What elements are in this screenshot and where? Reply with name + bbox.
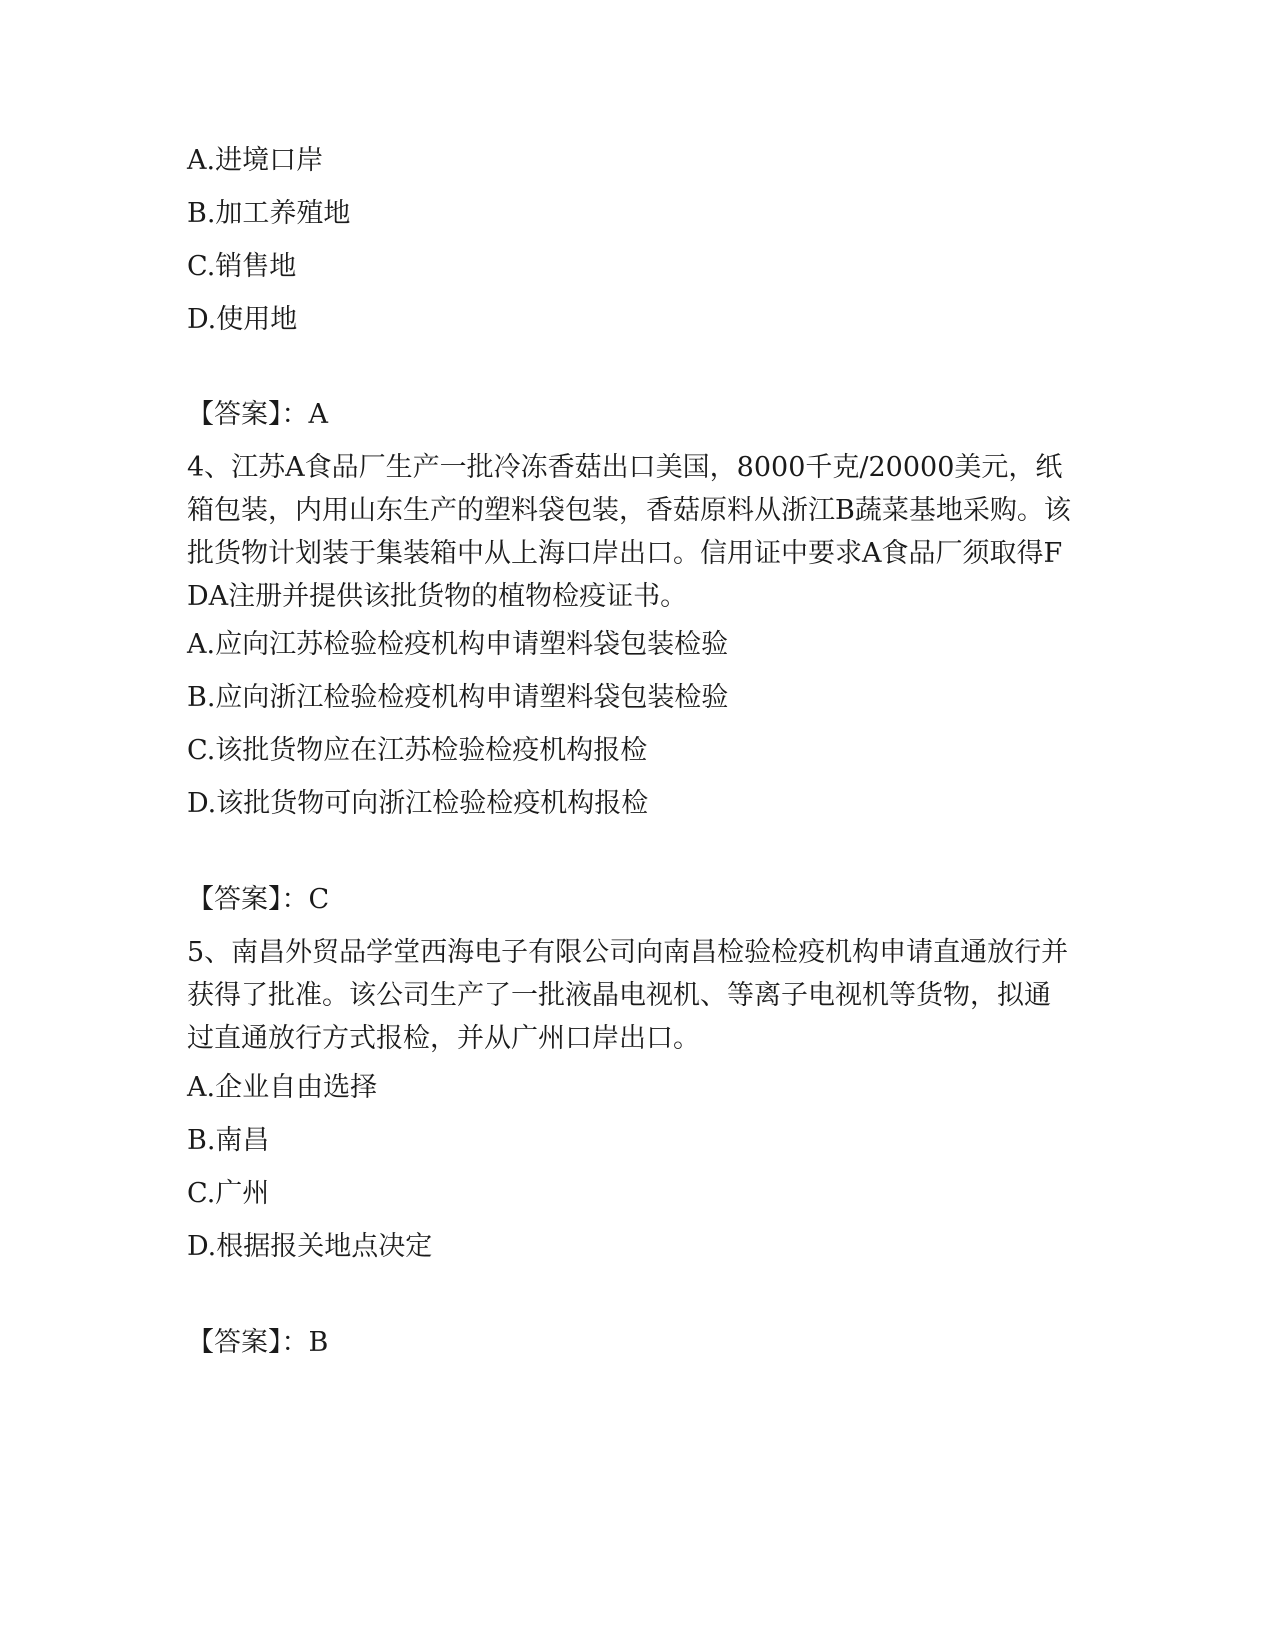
q3-option-c: C.销售地 <box>187 251 297 282</box>
q4-option-a: A.应向江苏检验检疫机构申请塑料袋包装检验 <box>187 629 729 660</box>
q4-stem: 4、江苏A食品厂生产一批冷冻香菇出口美国，8000千克/20000美元，纸箱包装，内用山东生产的塑料袋包装，香菇原料从浙江B蔬菜基地采购。该批货物计划装于集装箱中从上海口岸出口。信用证中要求A食品厂须取得FDA注册并提供该批货物的植物检疫证书。 <box>187 452 1071 612</box>
q4-option-c: C.该批货物应在江苏检验检疫机构报检 <box>187 735 648 766</box>
q5-option-c: C.广州 <box>187 1178 270 1209</box>
q4-option-b: B.应向浙江检验检疫机构申请塑料袋包装检验 <box>187 682 729 713</box>
q4-option-d: D.该批货物可向浙江检验检疫机构报检 <box>187 788 649 819</box>
q3-option-b: B.加工养殖地 <box>187 198 351 229</box>
q3-option-d: D.使用地 <box>187 304 298 335</box>
q5-option-a: A.企业自由选择 <box>187 1072 378 1103</box>
q5-option-b: B.南昌 <box>187 1125 270 1156</box>
q4-answer: 【答案】：C <box>187 884 330 915</box>
q5-option-d: D.根据报关地点决定 <box>187 1231 433 1262</box>
q3-option-a: A.进境口岸 <box>187 145 324 176</box>
q3-answer: 【答案】：A <box>187 399 328 430</box>
q5-answer: 【答案】：B <box>187 1327 329 1358</box>
q5-stem: 5、南昌外贸品学堂西海电子有限公司向南昌检验检疫机构申请直通放行并获得了批准。该公司生产了一批液晶电视机、等离子电视机等货物，拟通过直通放行方式报检，并从广州口岸出口。 <box>187 937 1069 1054</box>
